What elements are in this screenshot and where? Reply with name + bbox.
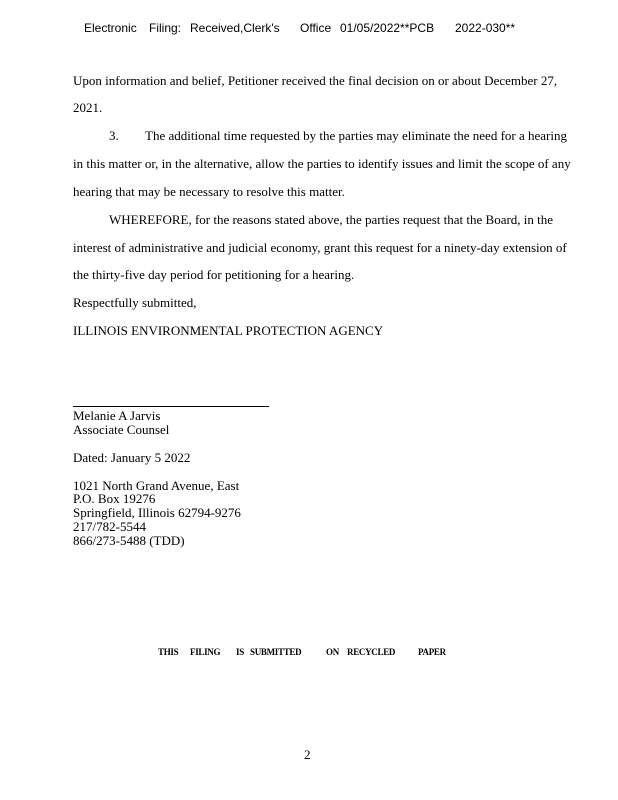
wherefore-line-3: the thirty-five day period for petitioning for a hearing. [73, 267, 355, 282]
address-tdd: 866/273-5488 (TDD) [73, 533, 185, 548]
footer-word-filing: FILING [190, 647, 221, 657]
footer-word-is: IS [236, 647, 244, 657]
address-phone: 217/782-5544 [73, 519, 146, 534]
paragraph-3-line-3: hearing that may be necessary to resolve this matter. [73, 184, 345, 199]
footer-word-paper: PAPER [418, 647, 446, 657]
signer-title: Associate Counsel [73, 422, 170, 437]
footer-word-recycled: RECYCLED [347, 647, 396, 657]
header-docket: 2022-030** [455, 21, 516, 35]
body-line-1: Upon information and belief, Petitioner received the final decision on or about December 27, [73, 73, 558, 88]
page-number: 2 [304, 747, 311, 762]
signature-line [73, 406, 269, 407]
header-received: Received,Clerk's [190, 21, 280, 35]
address-street: 1021 North Grand Avenue, East [73, 478, 240, 493]
footer-word-submitted: SUBMITTED [250, 647, 302, 657]
paragraph-3-line-1: The additional time requested by the parties may eliminate the need for a hearing [145, 128, 567, 143]
paragraph-3-line-2: in this matter or, in the alternative, allow the parties to identify issues and limit the scope of any [73, 156, 571, 171]
body-line-2: 2021. [73, 100, 103, 115]
wherefore-line-1: WHEREFORE, for the reasons stated above, the parties request that the Board, in the [109, 212, 554, 227]
signer-name: Melanie A Jarvis [73, 408, 161, 423]
address-pobox: P.O. Box 19276 [73, 491, 156, 506]
footer-word-on: ON [326, 647, 339, 657]
address-city: Springfield, Illinois 62794-9276 [73, 505, 241, 520]
footer-word-this: THIS [158, 647, 179, 657]
header-filing: Filing: [149, 21, 182, 35]
respectfully-submitted: Respectfully submitted, [73, 295, 197, 310]
header-date: 01/05/2022**PCB [340, 21, 435, 35]
dated-line: Dated: January 5 2022 [73, 450, 191, 465]
header-electronic: Electronic [84, 21, 137, 35]
agency-name: ILLINOIS ENVIRONMENTAL PROTECTION AGENCY [73, 323, 384, 338]
paragraph-3-number: 3. [109, 128, 119, 143]
header-office: Office [300, 21, 332, 35]
wherefore-line-2: interest of administrative and judicial economy, grant this request for a ninety-day extension of [73, 240, 567, 255]
